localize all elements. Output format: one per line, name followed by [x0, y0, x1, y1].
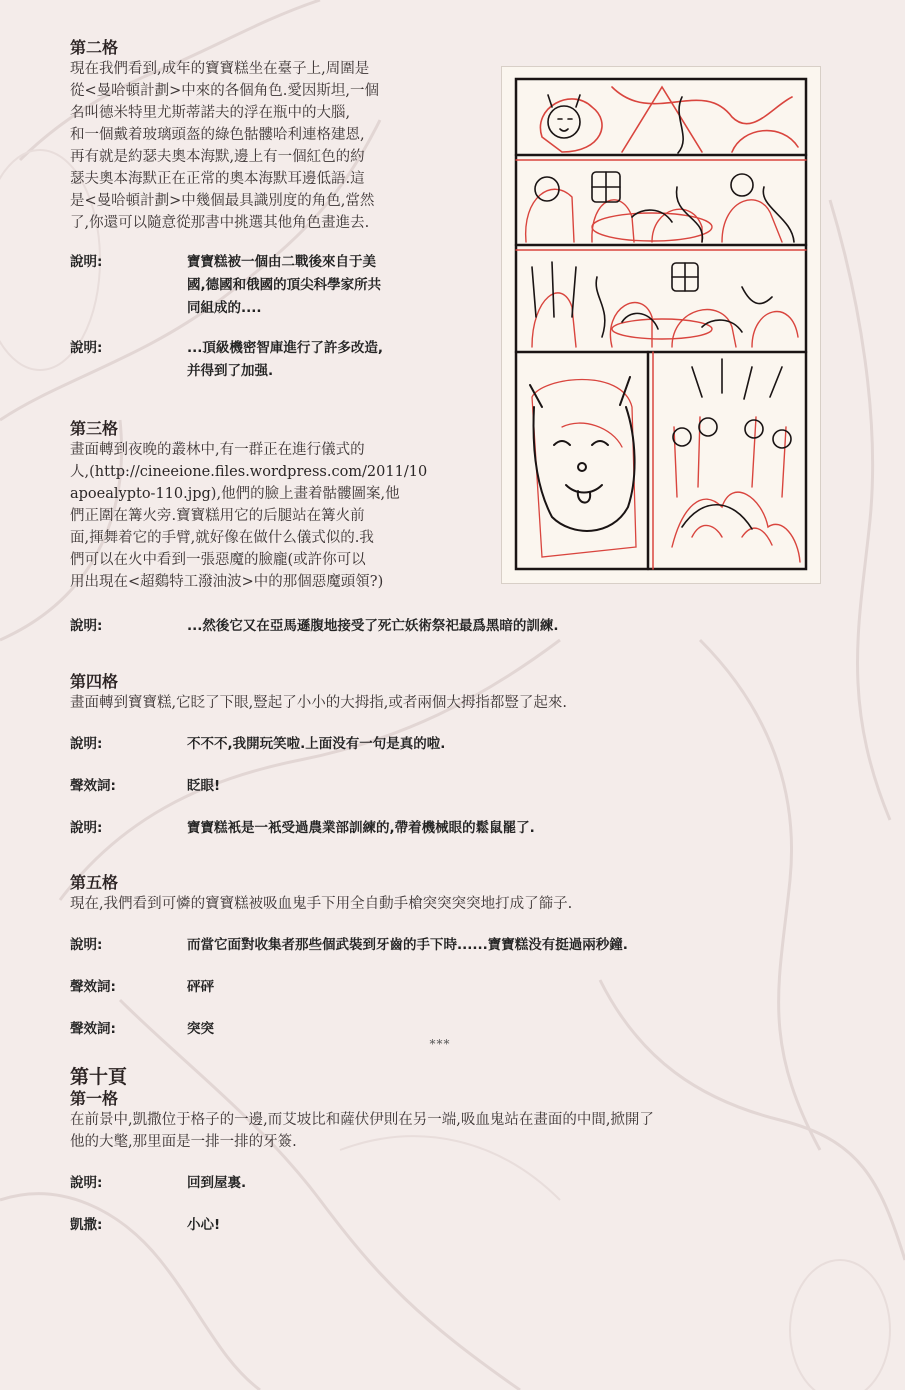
panel-4-section: [70, 672, 850, 840]
sfx-row: [70, 775, 850, 798]
caption-label: 說明:: [70, 254, 103, 270]
page-10-section: [70, 1065, 850, 1237]
panel-3-description: [70, 439, 470, 593]
reference-link[interactable]: http://cineeione.files.wordpress.com/2011/10 apoealypto-110.jpg: [70, 464, 428, 502]
caption-label: 說明:: [70, 1175, 103, 1191]
caption-label: 說明:: [70, 618, 103, 634]
caption-text: 不不不,我開玩笑啦.上面没有一句是真的啦.: [187, 736, 446, 752]
caption-label: 說明:: [70, 340, 103, 356]
caption-label: 說明:: [70, 820, 103, 836]
panel-3-heading: 第三格: [70, 419, 119, 438]
sfx-text: 砰砰: [187, 979, 214, 995]
sfx-label: 聲效詞:: [70, 1021, 116, 1037]
page-10-heading: 第十頁: [70, 1066, 128, 1088]
panel-3-desc-before: 畫面轉到夜晚的叢林中,有一群正在進行儀式的 人,(: [70, 442, 365, 480]
caption-text: 寶寶糕衹是一衹受過農業部訓練的,帶着機械眼的鬆鼠罷了.: [187, 820, 535, 836]
panel-3-desc-after: ),他們的臉上畫着骷髏圖案,他 們正圍在篝火旁.寶寶糕用它的后腿站在篝火前 面,揮舞着它的手臂,就好像在做什么儀式似的.我 們可以在火中看到一張惡魔的臉龐(或許你可以 用出現在<超鷄特工潑油波>中的那個惡魔頭領?): [70, 486, 400, 590]
panel-5-section: [70, 873, 850, 1041]
caption-row: [70, 934, 850, 957]
caption-text: ...然後它又在亞馬遜腹地接受了死亡妖術祭祀最爲黑暗的訓練.: [187, 618, 559, 634]
caption-text: 而當它面對收集者那些個武裝到牙齒的手下時......寶寶糕没有挺過兩秒鐘.: [187, 937, 628, 953]
sfx-label: 聲效詞:: [70, 979, 116, 995]
caption-text: ...頂級機密智庫進行了許多改造, 并得到了加强.: [187, 340, 384, 379]
panel-2-heading: 第二格: [70, 38, 119, 57]
sfx-row: [70, 976, 850, 999]
section-separator: ***: [429, 1037, 451, 1051]
caption-row: [70, 251, 850, 320]
panel-2-section: [70, 38, 850, 383]
sfx-text: 眨眼!: [187, 778, 221, 794]
caption-row: [70, 337, 850, 383]
script-page: [70, 38, 850, 1237]
speaker-label: 凱撒:: [70, 1217, 103, 1233]
caption-text: 回到屋裏.: [187, 1175, 247, 1191]
sfx-text: 突突: [187, 1021, 214, 1037]
caption-row: [70, 1172, 850, 1195]
dialogue-text: 小心!: [187, 1217, 221, 1233]
page-10-panel-1-description: 在前景中,凱撒位于格子的一邊,而艾坡比和薩伏伊則在另一端,吸血鬼站在畫面的中間,掀開了 他的大氅,那里面是一排一排的牙簽.: [70, 1112, 654, 1150]
panel-5-heading: 第五格: [70, 873, 119, 892]
panel-2-description: 現在我們看到,成年的寶寶糕坐在臺子上,周圍是 從<曼哈頓計劃>中來的各個角色.愛因斯坦,一個 名叫德米特里尤斯蒂諾夫的浮在瓶中的大腦, 和一個戴着玻璃頭盔的綠色骷髏哈利連格建恩, 再有就是約瑟夫奧本海默,邊上有一個紅色的約 瑟夫奧本海默正在正常的奧本海默耳邊低語.這 是<曼哈頓計劃>中幾個最具識別度的角色,當然 了,你還可以隨意從那書中挑選其他角色畫進去.: [70, 61, 380, 231]
caption-label: 說明:: [70, 736, 103, 752]
sfx-label: 聲效詞:: [70, 778, 116, 794]
caption-label: 說明:: [70, 937, 103, 953]
page-10-panel-1-heading: 第一格: [70, 1089, 119, 1108]
dialogue-row: [70, 1214, 850, 1237]
panel-4-description: 畫面轉到寶寶糕,它眨了下眼,豎起了小小的大拇指,或者兩個大拇指都豎了起來.: [70, 695, 567, 711]
panel-5-description: 現在,我們看到可憐的寶寶糕被吸血鬼手下用全自動手槍突突突突地打成了篩子.: [70, 896, 573, 912]
panel-3-section: [70, 419, 850, 638]
panel-4-heading: 第四格: [70, 672, 119, 691]
caption-row: [70, 733, 850, 756]
caption-row: [70, 615, 850, 638]
caption-row: [70, 817, 850, 840]
caption-text: 寶寶糕被一個由二戰後來自于美 國,德國和俄國的頂尖科學家所共 同組成的....: [187, 254, 382, 316]
